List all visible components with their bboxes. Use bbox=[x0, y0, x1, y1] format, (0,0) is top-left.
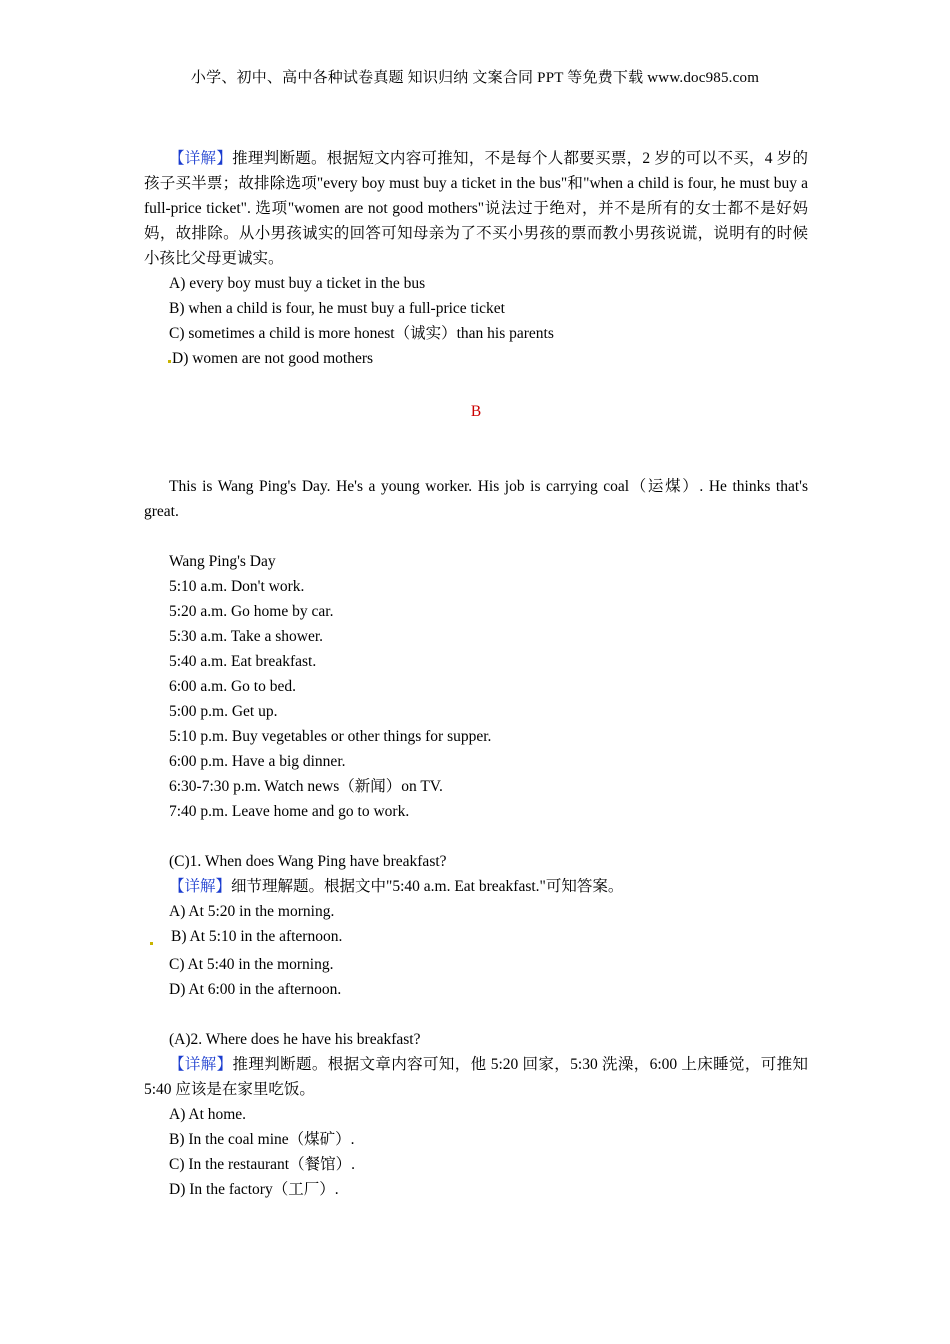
schedule-item: 6:30-7:30 p.m. Watch news（新闻）on TV. bbox=[169, 778, 443, 795]
prev-explanation bbox=[144, 146, 808, 271]
schedule-item: 7:40 p.m. Leave home and go to work. bbox=[169, 803, 410, 820]
passage-title: Wang Ping's Day bbox=[169, 553, 276, 570]
q2-explanation bbox=[144, 1052, 808, 1102]
question-2: (A)2. Where does he have his breakfast? bbox=[169, 1031, 421, 1048]
q2-option-a: A) At home. bbox=[169, 1106, 247, 1123]
q2-option-c: C) In the restaurant（餐馆）. bbox=[169, 1156, 355, 1173]
section-label: B bbox=[470, 403, 482, 420]
q1-option-c: C) At 5:40 in the morning. bbox=[169, 956, 334, 973]
q2-option-d: D) In the factory（工厂）. bbox=[169, 1181, 339, 1198]
q1-option-b bbox=[144, 924, 808, 949]
q1-option-d: D) At 6:00 in the afternoon. bbox=[169, 981, 342, 998]
schedule-item: 5:00 p.m. Get up. bbox=[169, 703, 278, 720]
explanation-text: 推理判断题。根据文章内容可知，他 5:20 回家，5:30 洗澡，6:00 上床睡觉，可推知 5:40 应该是在家里吃饭。 bbox=[144, 1056, 808, 1098]
q1-explanation bbox=[144, 874, 808, 899]
document-body bbox=[144, 146, 808, 1202]
q1-option-a: A) At 5:20 in the morning. bbox=[169, 903, 335, 920]
prev-option-a: A) every boy must buy a ticket in the bus bbox=[169, 275, 426, 292]
explanation-tag: 【详解】 bbox=[169, 1056, 233, 1073]
explanation-tag: 【详解】 bbox=[169, 150, 233, 167]
explanation-text: 细节理解题。根据文中"5:40 a.m. Eat breakfast."可知答案。 bbox=[231, 878, 624, 895]
prev-option-b: B) when a child is four, he must buy a full-price ticket bbox=[169, 300, 505, 317]
schedule-item: 5:20 a.m. Go home by car. bbox=[169, 603, 334, 620]
schedule-item: 5:40 a.m. Eat breakfast. bbox=[169, 653, 317, 670]
passage-intro: This is Wang Ping's Day. He's a young worker. His job is carrying coal（运煤）. He thinks that's great. bbox=[144, 478, 808, 520]
explanation-text: 推理判断题。根据短文内容可推知，不是每个人都要买票，2 岁的可以不买，4 岁的孩子买半票；故排除选项"every boy must buy a ticket in the bus"和"when a child is four, he must buy a full-price ticket". 选项"women are not good mothers"说法过于绝对，并不是所有的女士都不是好妈妈，故排除。从小男孩诚实的回答可知母亲为了不买小男孩的票而教小男孩说谎，说明有的时候小孩比父母更诚实。 bbox=[144, 150, 808, 267]
schedule-item: 5:10 a.m. Don't work. bbox=[169, 578, 305, 595]
marker-dot bbox=[150, 942, 153, 945]
schedule-item: 5:30 a.m. Take a shower. bbox=[169, 628, 324, 645]
prev-option-d-text: D) women are not good mothers bbox=[172, 350, 374, 367]
q1-option-b-text: B) At 5:10 in the afternoon. bbox=[171, 928, 343, 945]
schedule-item: 6:00 p.m. Have a big dinner. bbox=[169, 753, 346, 770]
schedule-item: 5:10 p.m. Buy vegetables or other things for supper. bbox=[169, 728, 492, 745]
prev-option-d bbox=[144, 346, 808, 371]
page-header: 小学、初中、高中各种试卷真题 知识归纳 文案合同 PPT 等免费下载 www.doc985.com bbox=[190, 70, 760, 86]
prev-option-c: C) sometimes a child is more honest（诚实）than his parents bbox=[169, 325, 554, 342]
explanation-tag: 【详解】 bbox=[169, 878, 232, 895]
schedule-item: 6:00 a.m. Go to bed. bbox=[169, 678, 296, 695]
question-1: (C)1. When does Wang Ping have breakfast? bbox=[169, 853, 447, 870]
marker-dot bbox=[168, 360, 171, 363]
q2-option-b: B) In the coal mine（煤矿）. bbox=[169, 1131, 355, 1148]
